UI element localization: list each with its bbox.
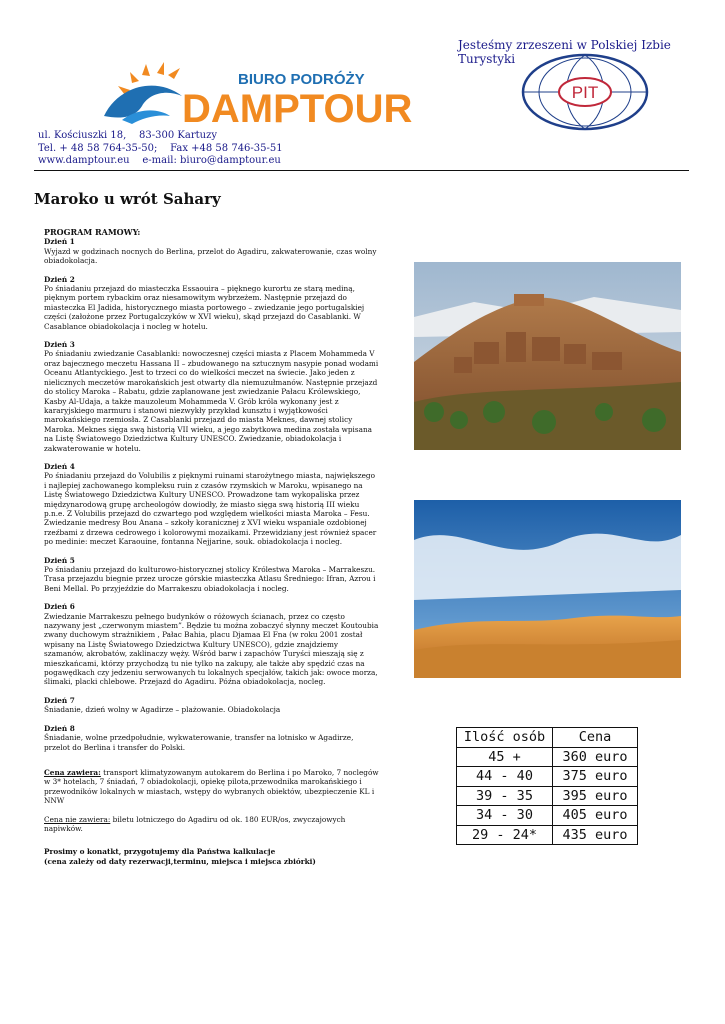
includes-text: transport klimatyzowanym autokarem do Berlina i po Maroko, 7 noclegów w 3* hotelach, 7 śniadań, 7 obiadokolacji, opiekę pilota,przewodnika marokańskiego i przewodników lokalnych w miastach, wstępy do wybranych obiektów, ubezpieczenie KL i NNW xyxy=(44,767,379,806)
day-text: Zwiedzanie Marrakeszu pełnego budynków o różowych ścianach, przez co często nazywany jest „czerwonym miastem”. Będzie tu można zobaczyć słynny meczet Koutoubia zwany duchowym strażnikiem , Pałac Bahia, placu Djamaa El Fna (w roku 2001 został wpisany na Listę Światowego Dziedzictwa Kultury UNESCO), gdzie znajdziemy szamanów, akrobatów, zaklinaczy węży. Wśród barw i zapachów Turyści mieszają się z mieszkańcami, którzy przychodzą tu nie tylko na zakupy, ale także aby spędzić czas na pogawędkach czy jedzeniu serwowanych tu lokalnych specjałów, takich jak: owoce morza, ślimaki, placki chlebowe. Przejazd do Agadiru. Późna obiadokolacja, nocleg. xyxy=(44,611,379,687)
table-row xyxy=(457,806,638,826)
pit-text: PIT xyxy=(571,83,599,102)
day-text: Po śniadaniu przejazd do Volubilis z pięknymi ruinami starożytnego miasta, największego i najlepiej zachowanego kompleksu ruin z czasów rzymskich w Maroku, wpisanego na Listę Światowego Dziedzictwa Kultury UNESCO. Prowadzone tam wykopaliska przez międzynarodową grupę archeologów dowiodły, że miasto sięga swą historią III wieku p.n.e. Z Volubilis przejazd do czwartego pod względem wielkości miasta Maroka – Fesu. Zwiedzanie medresy Bou Anana – szkoły koranicznej z XVI wieku wspaniale ozdobionej rzeźbami z drzewa cedrowego i kolorowymi mozaikami. Przewidziany jest również spacer po medinie: meczet Karaouine, fontanna Nejjarine, souk. obiadokolacja i nocleg. xyxy=(44,471,377,547)
table-cell: 375 euro xyxy=(553,767,638,787)
day-1 xyxy=(44,237,379,265)
column-header: Cena xyxy=(553,728,638,748)
logo-title: DAMPTOUR xyxy=(182,87,413,130)
program-section xyxy=(44,228,379,866)
day-text: Po śniadaniu zwiedzanie Casablanki: nowoczesnej części miasta z Placem Mohammeda V oraz bajecznego meczetu Hassana II – zbudowanego na sztucznym nasypie ponad wodami Oceanu Atlantyckiego. Jest to trzeci co do wielkości meczet na świecie. Jako jeden z nielicznych meczetów marokańskich jest otwarty dla niemuzułmanów. Następnie przejazd do stolicy Maroka – Rabatu, gdzie zaplanowane jest zwiedzanie Pałacu Królewskiego, Kasby Al-Udaja, a także mauzoleum Mohammeda V. Grób króla wykonany jest z kararyjskiego marmuru i stanowi niezwykły przykład kunsztu i wyjątkowości marokańskiego rzemiosła. Z Casablanki przejazd do miasta Meknes, dawnej stolicy Maroka. Meknes sięga swą historią VII wieku, a jego zabytkowa medina została wpisana na Listę Światowego Dziedzictwa Kultury UNESCO. Zwiedzanie, obiadokolacja i zakwaterowanie w hotelu. xyxy=(44,349,379,453)
price-excludes xyxy=(44,815,379,834)
column-header: Ilość osób xyxy=(457,728,553,748)
table-row xyxy=(457,747,638,767)
closing-line-1: Prosimy o konatkt, przygotujemy dla Państwa kalkulacje xyxy=(44,847,276,857)
day-5 xyxy=(44,556,379,594)
table-cell: 44 - 40 xyxy=(457,767,553,787)
day-6 xyxy=(44,602,379,687)
day-text: Śniadanie, dzień wolny w Agadirze – plażowanie. Obiadokolacja xyxy=(44,705,281,715)
day-title: Dzień 2 xyxy=(44,274,75,284)
logo-subtitle: BIURO PODRÓŻY xyxy=(238,71,365,88)
table-row xyxy=(457,786,638,806)
pit-logo xyxy=(520,52,650,132)
kasbah-photo xyxy=(414,262,681,450)
web-email[interactable]: www.damptour.eu e-mail: biuro@damptour.eu xyxy=(38,155,281,166)
table-cell: 360 euro xyxy=(553,747,638,767)
day-title: Dzień 8 xyxy=(44,723,75,733)
table-cell: 395 euro xyxy=(553,786,638,806)
table-cell: 405 euro xyxy=(553,806,638,826)
tagline: Jesteśmy zrzeszeni w Polskiej Izbie Turystyki xyxy=(458,38,671,66)
day-title: Dzień 5 xyxy=(44,555,75,565)
day-8 xyxy=(44,724,379,752)
table-row xyxy=(457,767,638,787)
phone-fax: Tel. + 48 58 764-35-50; Fax +48 58 746-35-51 xyxy=(38,142,283,154)
table-cell: 34 - 30 xyxy=(457,806,553,826)
day-2 xyxy=(44,275,379,331)
table-row xyxy=(457,825,638,845)
closing-note xyxy=(44,847,379,866)
closing-line-2: (cena zależy od daty rezerwacji,terminu, miejsca i miejsca zbiórki) xyxy=(44,856,316,866)
day-title: Dzień 6 xyxy=(44,602,75,612)
day-text: Śniadanie, wolne przedpołudnie, wykwaterowanie, transfer na lotnisko w Agadirze, przelot do Berlina i transfer do Polski. xyxy=(44,733,354,752)
day-text: Po śniadaniu przejazd do kulturowo-historycznej stolicy Królestwa Maroka – Marrakeszu. Trasa przejazdu biegnie przez urocze górskie miasteczka Atlasu Średniego: Ifran, Azrou i Beni Mellal. Po przyjeździe do Marrakeszu obiadokolacja i nocleg. xyxy=(44,565,376,593)
program-heading: PROGRAM RAMOWY: xyxy=(44,227,141,237)
day-4 xyxy=(44,462,379,547)
excludes-label: Cena nie zawiera: xyxy=(44,814,111,824)
damptour-logo xyxy=(98,60,418,130)
address: ul. Kościuszki 18, 83-300 Kartuzy xyxy=(38,130,218,141)
price-includes xyxy=(44,768,379,806)
includes-label: Cena zawiera: xyxy=(44,767,101,777)
table-cell: 45 + xyxy=(457,747,553,767)
header-divider xyxy=(34,170,689,171)
desert-photo xyxy=(414,500,681,678)
table-cell: 29 - 24* xyxy=(457,825,553,845)
day-title: Dzień 7 xyxy=(44,695,75,705)
excludes-text: biletu lotniczego do Agadiru od ok. 180 EUR/os, zwyczajowych napiwków. xyxy=(44,814,346,833)
day-7 xyxy=(44,696,379,715)
day-text: Wyjazd w godzinach nocnych do Berlina, przelot do Agadiru, zakwaterowanie, czas wolny obiadokolacja. xyxy=(44,246,377,266)
table-cell: 39 - 35 xyxy=(457,786,553,806)
table-header-row xyxy=(457,728,638,748)
price-table xyxy=(456,727,638,845)
page-title: Maroko u wrót Sahary xyxy=(34,190,221,208)
day-3 xyxy=(44,340,379,453)
day-title: Dzień 3 xyxy=(44,340,75,350)
day-title: Dzień 4 xyxy=(44,461,75,471)
day-text: Po śniadaniu przejazd do miasteczka Essaouira – pięknego kurortu ze starą mediną, pięknym portem rybackim oraz niesamowitym wybrzeżem. Następnie przejazd do miasteczka El Jadida, historycznego miasta portowego – zwiedzanie jego portugalskiej części (założone przez Portugalczyków w XVI wieku), skąd przejazd do Casablanki. W Casablance obiadokolacja i nocleg w hotelu. xyxy=(44,284,365,331)
contact-block xyxy=(38,130,283,168)
table-cell: 435 euro xyxy=(553,825,638,845)
day-title: Dzień 1 xyxy=(44,237,75,247)
